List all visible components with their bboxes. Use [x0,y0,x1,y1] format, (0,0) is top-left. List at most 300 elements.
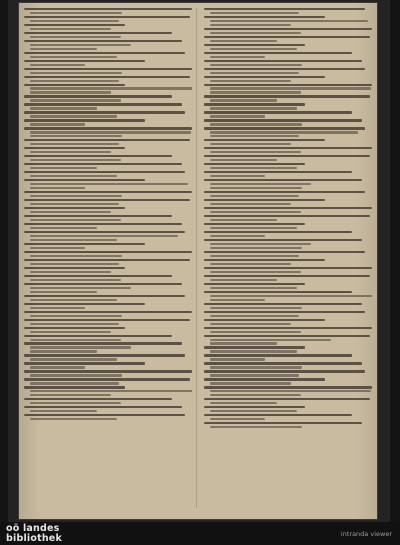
entry-text-line [24,163,182,165]
entry-text-line [204,179,362,181]
entry-text-line [210,287,297,289]
entry-text-line [30,339,121,341]
entry-text-line [204,119,362,121]
directory-entry [204,44,372,50]
entry-text-line [30,115,117,117]
directory-entry [24,16,192,22]
entry-text-line [30,247,85,249]
entry-text-line [204,147,372,149]
directory-entry [204,386,372,396]
directory-entry [24,191,192,197]
entry-text-line [204,52,352,54]
viewer-label[interactable]: intranda viewer [340,530,392,538]
entry-text-line [30,36,121,38]
directory-entry [24,119,192,125]
entry-text-line [210,40,277,42]
entry-text-line [30,211,111,213]
entry-text-line [204,386,372,388]
entry-text-line [204,28,372,30]
entry-text-line [204,251,365,253]
directory-entry [24,103,192,109]
entry-text-line [204,16,325,18]
entry-text-line [30,358,117,360]
entry-text-line [204,362,362,364]
entry-text-line [210,402,277,404]
entry-text-line [30,418,117,420]
entry-text-line [210,339,331,341]
entry-text-line [204,139,325,141]
entry-text-line [210,56,265,58]
entry-text-line [210,80,291,82]
directory-entry [204,68,372,74]
entry-text-line [210,247,302,249]
entry-text-line [210,211,301,213]
directory-entry [204,60,372,66]
entry-text-line [210,394,301,396]
directory-entry [24,319,192,325]
directory-entry [204,259,372,265]
entry-text-line [204,231,352,233]
directory-entry [204,103,372,109]
entry-text-line [210,235,265,237]
entry-text-line [30,175,117,177]
entry-text-line [30,410,97,412]
entry-text-line [24,16,190,18]
entry-text-line [24,147,125,149]
entry-text-line [30,346,131,348]
entry-text-line [210,390,371,392]
directory-entry [24,354,192,360]
entry-text-line [210,323,291,325]
entry-text-line [204,36,370,38]
entry-text-line [24,319,190,321]
entry-text-line [24,362,145,364]
entry-text-line [210,358,265,360]
entry-text-line [24,303,145,305]
entry-text-line [204,398,370,400]
entry-text-line [24,171,185,173]
entry-text-line [204,283,305,285]
directory-entry [204,283,372,289]
directory-entry [24,127,192,137]
entry-text-line [210,20,368,22]
directory-entry [204,76,372,82]
directory-entry [24,386,192,396]
entry-text-line [24,103,182,105]
entry-text-line [24,327,125,329]
entry-text-line [24,8,192,10]
directory-entry [24,295,192,301]
entry-text-line [204,84,372,86]
entry-text-line [204,346,305,348]
entry-text-line [24,139,190,141]
entry-text-line [210,159,277,161]
entry-text-line [30,48,97,50]
entry-text-line [24,32,172,34]
entry-text-line [30,394,111,396]
entry-text-line [24,207,125,209]
entry-text-line [24,68,192,70]
entry-text-line [204,95,370,97]
logo-line-1: oö landes [6,523,60,534]
directory-entry [204,354,372,360]
entry-text-line [210,48,297,50]
directory-entry [24,223,192,229]
directory-entry [24,342,192,352]
entry-text-line [24,398,172,400]
entry-text-line [204,103,305,105]
entry-text-line [24,199,190,201]
entry-text-line [24,111,185,113]
entry-text-line [24,267,125,269]
entry-text-line [210,32,301,34]
entry-text-line [204,207,372,209]
directory-entry [204,191,372,197]
directory-entry [204,171,372,177]
directory-entry [204,231,372,237]
directory-entry [204,406,372,412]
entry-text-line [30,28,111,30]
entry-text-line [210,219,277,221]
entry-text-line [204,378,325,380]
entry-text-line [210,279,277,281]
entry-text-line [204,223,305,225]
entry-text-line [210,295,372,297]
entry-text-line [30,390,192,392]
entry-text-line [204,44,305,46]
directory-entry [204,370,372,376]
entry-text-line [24,243,145,245]
entry-text-line [210,135,299,137]
entry-text-line [204,406,305,408]
library-logo[interactable] [6,524,62,543]
directory-entry [24,60,192,66]
directory-entry [24,95,192,101]
directory-entry [24,267,192,273]
entry-text-line [204,327,372,329]
directory-entry [204,139,372,145]
entry-text-line [210,227,297,229]
entry-text-line [24,354,185,356]
entry-text-line [30,107,97,109]
entry-text-line [210,167,297,169]
entry-text-line [24,378,190,380]
entry-text-line [30,366,85,368]
entry-text-line [210,91,301,93]
directory-entry [24,111,192,117]
entry-text-line [30,271,111,273]
entry-text-line [204,335,370,337]
entry-text-line [204,199,325,201]
column-right [204,6,372,510]
directory-entry [204,275,372,281]
entry-text-line [210,72,299,74]
directory-entry [204,291,372,301]
directory-entry [24,243,192,249]
entry-text-line [210,263,291,265]
entry-text-line [24,295,185,297]
directory-entry [24,370,192,376]
entry-text-line [210,307,302,309]
directory-entry [204,398,372,404]
entry-text-line [30,219,121,221]
directory-entry [24,414,192,420]
entry-text-line [210,123,302,125]
entry-text-line [210,366,302,368]
entry-text-line [24,275,172,277]
directory-entry [204,36,372,42]
entry-text-line [30,279,121,281]
entry-text-line [24,76,190,78]
entry-text-line [30,143,119,145]
entry-text-line [210,315,299,317]
entry-text-line [204,275,370,277]
entry-text-line [24,370,192,372]
directory-entry [204,163,372,169]
entry-text-line [210,187,302,189]
entry-text-line [30,72,122,74]
directory-entry [24,68,192,74]
directory-entry [204,267,372,273]
entry-text-line [204,163,305,165]
directory-entry [204,95,372,101]
entry-text-line [210,255,299,257]
directory-entry [24,52,192,58]
directory-entry [24,311,192,317]
entry-text-line [30,350,97,352]
entry-text-line [30,374,122,376]
entry-text-line [210,183,311,185]
entry-text-line [210,107,297,109]
entry-text-line [30,227,97,229]
directory-entry [204,207,372,213]
directory-entry [204,346,372,352]
directory-entry [24,362,192,368]
entry-text-line [210,342,277,344]
entry-text-line [30,183,188,185]
entry-text-line [24,215,172,217]
entry-text-line [24,40,182,42]
entry-text-line [204,215,370,217]
directory-entry [204,215,372,221]
entry-text-line [204,76,325,78]
entry-text-line [30,56,117,58]
entry-text-line [24,283,182,285]
entry-text-line [210,143,291,145]
column-left [24,6,192,510]
entry-text-line [210,195,299,197]
entry-text-line [30,239,117,241]
directory-entry [24,147,192,153]
entry-text-line [30,291,97,293]
directory-entry [204,319,372,325]
directory-entry [204,8,372,14]
entry-text-line [30,159,121,161]
entry-text-line [30,12,122,14]
entry-text-line [24,84,125,86]
directory-entry [204,179,372,189]
logo-line-2: bibliothek [6,532,62,544]
entry-text-line [30,123,85,125]
entry-text-line [24,52,185,54]
entry-text-line [204,354,352,356]
entry-text-line [210,87,371,89]
entry-text-line [24,24,125,26]
entry-text-line [210,24,291,26]
entry-text-line [24,259,190,261]
entry-text-line [24,95,172,97]
directory-entry [204,378,372,384]
directory-entry [204,199,372,205]
directory-entry [24,251,192,257]
directory-entry [24,327,192,333]
entry-text-line [204,291,352,293]
entry-text-line [24,119,145,121]
directory-entry [24,32,192,38]
directory-entry [24,231,192,241]
entry-text-line [24,311,192,313]
entry-text-line [30,255,122,257]
directory-entry [24,259,192,265]
entry-text-line [30,91,111,93]
entry-text-line [30,235,178,237]
entry-text-line [210,64,302,66]
directory-entry [24,215,192,221]
viewer-footer [0,522,400,545]
entry-text-line [210,203,291,205]
entry-text-line [24,335,172,337]
directory-entry [24,378,192,384]
directory-entry [24,8,192,14]
entry-text-line [24,231,185,233]
entry-text-line [30,187,85,189]
directory-entry [24,283,192,293]
entry-text-line [204,60,362,62]
directory-entry [24,275,192,281]
entry-text-line [210,271,301,273]
directory-entry [204,239,372,249]
entry-text-line [30,331,111,333]
entry-text-line [30,299,117,301]
entry-text-line [24,414,185,416]
directory-entry [24,84,192,94]
entry-text-line [204,191,365,193]
entry-text-line [210,99,277,101]
entry-text-line [210,410,297,412]
directory-entry [204,28,372,34]
entry-text-line [210,243,311,245]
entry-text-line [30,263,119,265]
entry-text-line [24,179,145,181]
entry-text-line [210,299,265,301]
directory-entry [24,24,192,30]
entry-text-line [30,382,119,384]
entry-text-line [204,422,362,424]
directory-entry [24,76,192,82]
entry-text-line [24,191,192,193]
entry-text-line [210,12,299,14]
directory-entry [24,398,192,404]
entry-text-line [204,127,365,129]
entry-text-line [30,87,192,89]
entry-text-line [30,135,122,137]
directory-entry [24,303,192,309]
directory-entry [24,179,192,189]
entry-text-line [24,386,125,388]
directory-entry [24,406,192,412]
entry-text-line [30,315,122,317]
entry-text-line [204,8,365,10]
entry-text-line [24,251,192,253]
directory-entry [204,362,372,368]
entry-text-line [24,406,182,408]
entry-text-line [24,127,192,129]
entry-text-line [210,175,265,177]
entry-text-line [204,267,372,269]
directory-entry [204,311,372,317]
directory-entry [204,147,372,153]
entry-text-line [210,426,302,428]
directory-entry [204,127,372,137]
entry-text-line [210,418,265,420]
directory-entry [204,111,372,117]
directory-entry [204,303,372,309]
entry-text-line [204,303,362,305]
directory-entry [24,171,192,177]
column-gutter [196,8,197,508]
entry-text-line [204,68,365,70]
entry-text-line [30,131,191,133]
directory-entry [24,40,192,50]
entry-text-line [204,155,370,157]
entry-text-line [30,20,119,22]
directory-entry [204,251,372,257]
directory-entry [24,139,192,145]
entry-text-line [210,382,291,384]
directory-entry [204,422,372,428]
entry-text-line [210,350,297,352]
directory-entry [24,155,192,161]
directory-entry [204,119,372,125]
entry-text-line [30,80,119,82]
entry-text-line [24,223,182,225]
entry-text-line [30,167,97,169]
entry-text-line [30,195,122,197]
entry-text-line [204,370,365,372]
entry-text-line [30,307,85,309]
entry-text-line [24,342,182,344]
entry-text-line [24,60,145,62]
directory-entry [24,207,192,213]
entry-text-line [30,323,119,325]
directory-entry [24,163,192,169]
document-page [18,2,378,520]
entry-text-line [204,414,352,416]
entry-text-line [30,151,111,153]
entry-text-line [210,131,358,133]
entry-text-line [210,115,265,117]
entry-text-line [30,402,121,404]
entry-text-line [24,155,172,157]
entry-text-line [204,111,352,113]
entry-text-line [210,374,299,376]
directory-entry [204,84,372,94]
entry-text-line [30,203,119,205]
entry-text-line [204,319,325,321]
entry-text-line [210,331,301,333]
directory-entry [204,52,372,58]
directory-entry [24,199,192,205]
